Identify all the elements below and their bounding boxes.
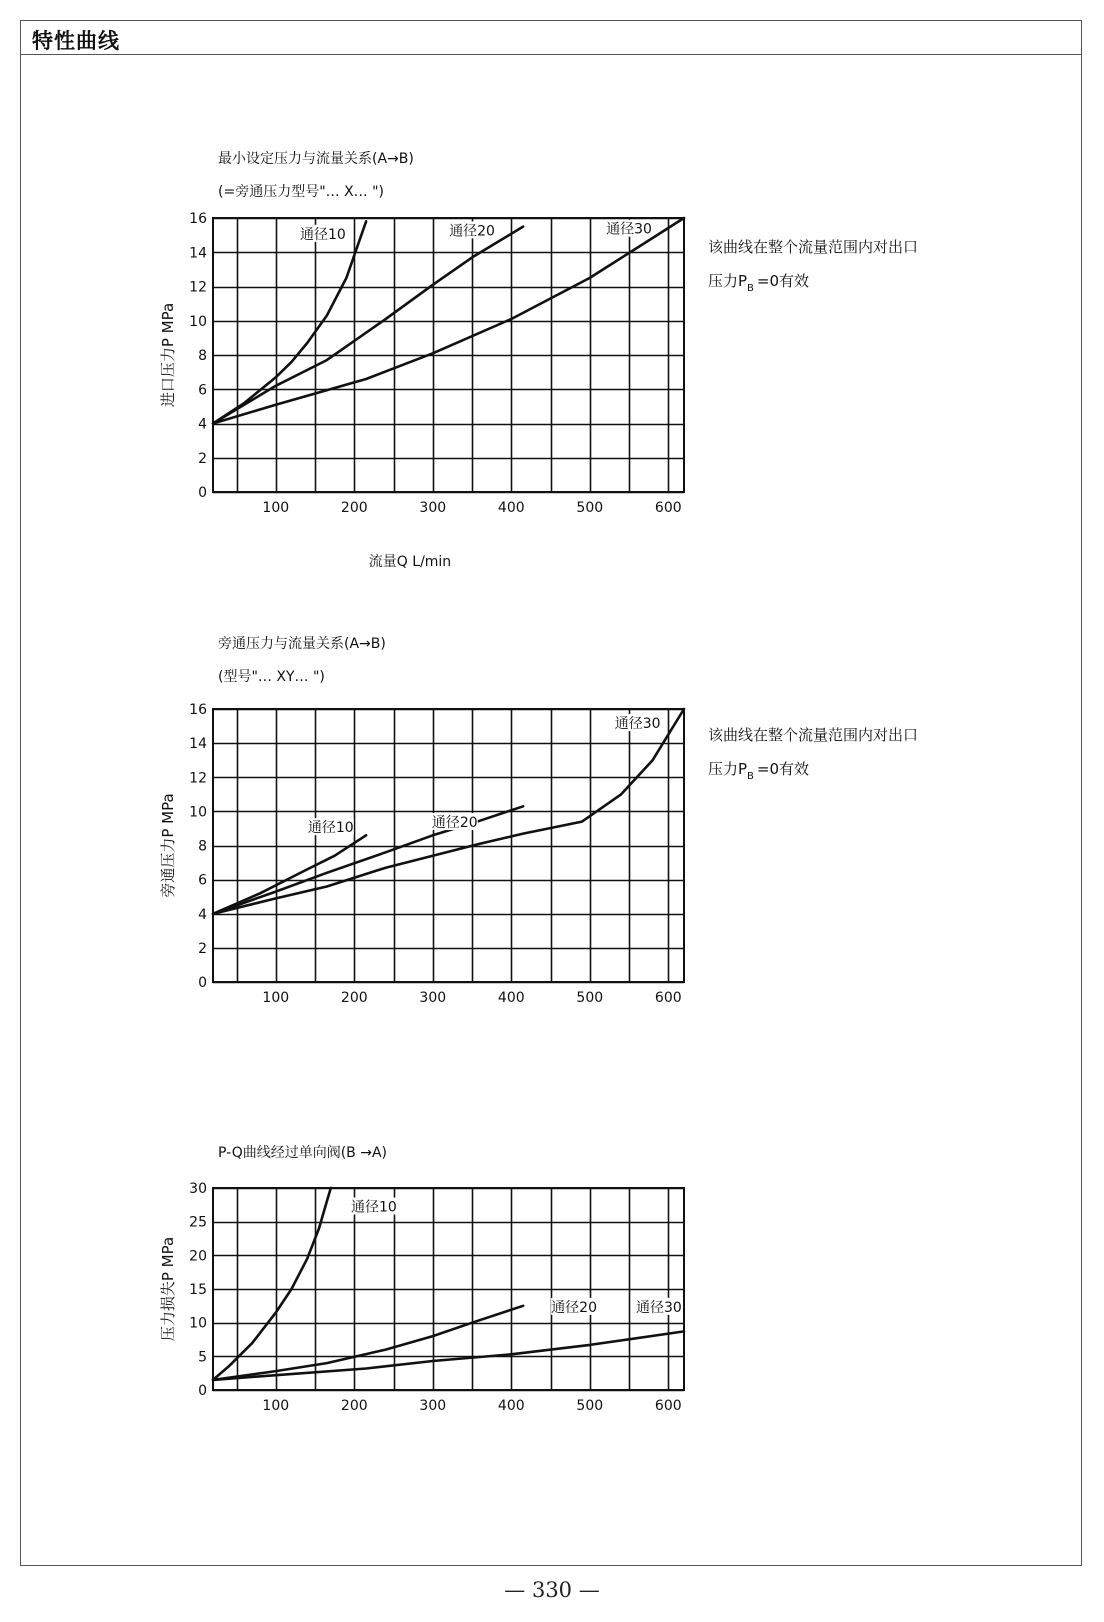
x-tick-label: 300 [419, 500, 447, 516]
y-tick-label: 14 [189, 245, 207, 262]
side-note-line1: 该曲线在整个流量范围内对出口 [708, 726, 919, 744]
y-tick-label: 2 [198, 450, 207, 467]
chart-subtitle: (型号"… XY… ") [218, 669, 325, 685]
x-tick-label: 500 [576, 990, 604, 1006]
y-tick-label: 12 [189, 770, 207, 787]
series-label: 通径30 [606, 221, 652, 238]
y-axis-label: 压力损失P MPa [159, 1236, 177, 1342]
y-tick-label: 0 [198, 485, 207, 501]
y-axis-label: 旁通压力P MPa [159, 793, 177, 898]
x-tick-label: 100 [262, 1398, 290, 1414]
y-tick-label: 10 [189, 1315, 207, 1332]
y-tick-label: 8 [198, 348, 207, 364]
x-tick-label: 500 [576, 1398, 604, 1414]
series-label: 通径30 [635, 1299, 682, 1316]
x-tick-label: 300 [419, 1398, 447, 1414]
y-tick-label: 4 [198, 906, 207, 923]
chart-title: P-Q曲线经过单向阀(B →A) [218, 1145, 388, 1161]
series-label: 通径20 [431, 815, 478, 832]
series-label: 通径10 [299, 226, 346, 243]
y-tick-label: 0 [198, 975, 207, 991]
y-tick-label: 10 [189, 313, 207, 330]
x-tick-label: 300 [419, 990, 447, 1006]
chart-title: 旁通压力与流量关系(A→B) [218, 636, 386, 652]
side-note-line1: 该曲线在整个流量范围内对出口 [708, 238, 919, 256]
section-title: 特性曲线 [32, 29, 120, 53]
x-tick-label: 500 [576, 500, 604, 516]
x-tick-label: 600 [654, 500, 682, 516]
series-label: 通径30 [614, 716, 661, 733]
x-tick-label: 200 [340, 500, 368, 516]
y-tick-label: 10 [189, 804, 207, 821]
x-tick-label: 100 [262, 500, 290, 516]
x-tick-label: 600 [654, 990, 682, 1006]
y-tick-label: 25 [189, 1214, 207, 1231]
y-tick-label: 8 [198, 838, 207, 855]
y-tick-label: 16 [189, 211, 207, 227]
side-note-line2: 压力$P_B =0$有效 [708, 760, 810, 782]
side-note-line2: 压力$P_B =0$有效 [708, 272, 810, 294]
series-label: 通径10 [307, 820, 354, 837]
y-tick-label: 15 [189, 1282, 207, 1298]
y-tick-label: 0 [198, 1383, 207, 1399]
x-tick-label: 200 [340, 1398, 368, 1414]
x-tick-label: 400 [497, 1398, 525, 1414]
series-label: 通径20 [449, 223, 495, 240]
x-tick-label: 400 [497, 990, 525, 1006]
y-tick-label: 5 [198, 1349, 207, 1366]
series-line-3 [213, 1331, 684, 1380]
x-tick-label: 600 [654, 1398, 682, 1414]
series-line-1 [213, 1188, 331, 1380]
series-label: 通径20 [551, 1299, 598, 1316]
y-tick-label: 30 [189, 1181, 207, 1197]
x-tick-label: 400 [497, 500, 525, 516]
y-tick-label: 2 [198, 940, 207, 957]
x-tick-label: 100 [262, 990, 290, 1006]
y-tick-label: 20 [189, 1248, 207, 1265]
y-tick-label: 6 [198, 382, 207, 399]
page-number: — 330 — [504, 1578, 600, 1602]
y-tick-label: 16 [189, 702, 207, 718]
y-axis-label: 进口压力P MPa [159, 302, 177, 408]
chart-subtitle: (=旁通压力型号"… X… ") [218, 184, 385, 200]
x-tick-label: 200 [340, 990, 368, 1006]
chart-title: 最小设定压力与流量关系(A→B) [218, 151, 414, 167]
y-tick-label: 4 [198, 416, 207, 433]
y-tick-label: 14 [189, 736, 207, 753]
x-axis-label: 流量Q L/min [368, 554, 452, 570]
y-tick-label: 6 [198, 872, 207, 889]
series-label: 通径10 [351, 1199, 397, 1216]
y-tick-label: 12 [189, 279, 207, 296]
